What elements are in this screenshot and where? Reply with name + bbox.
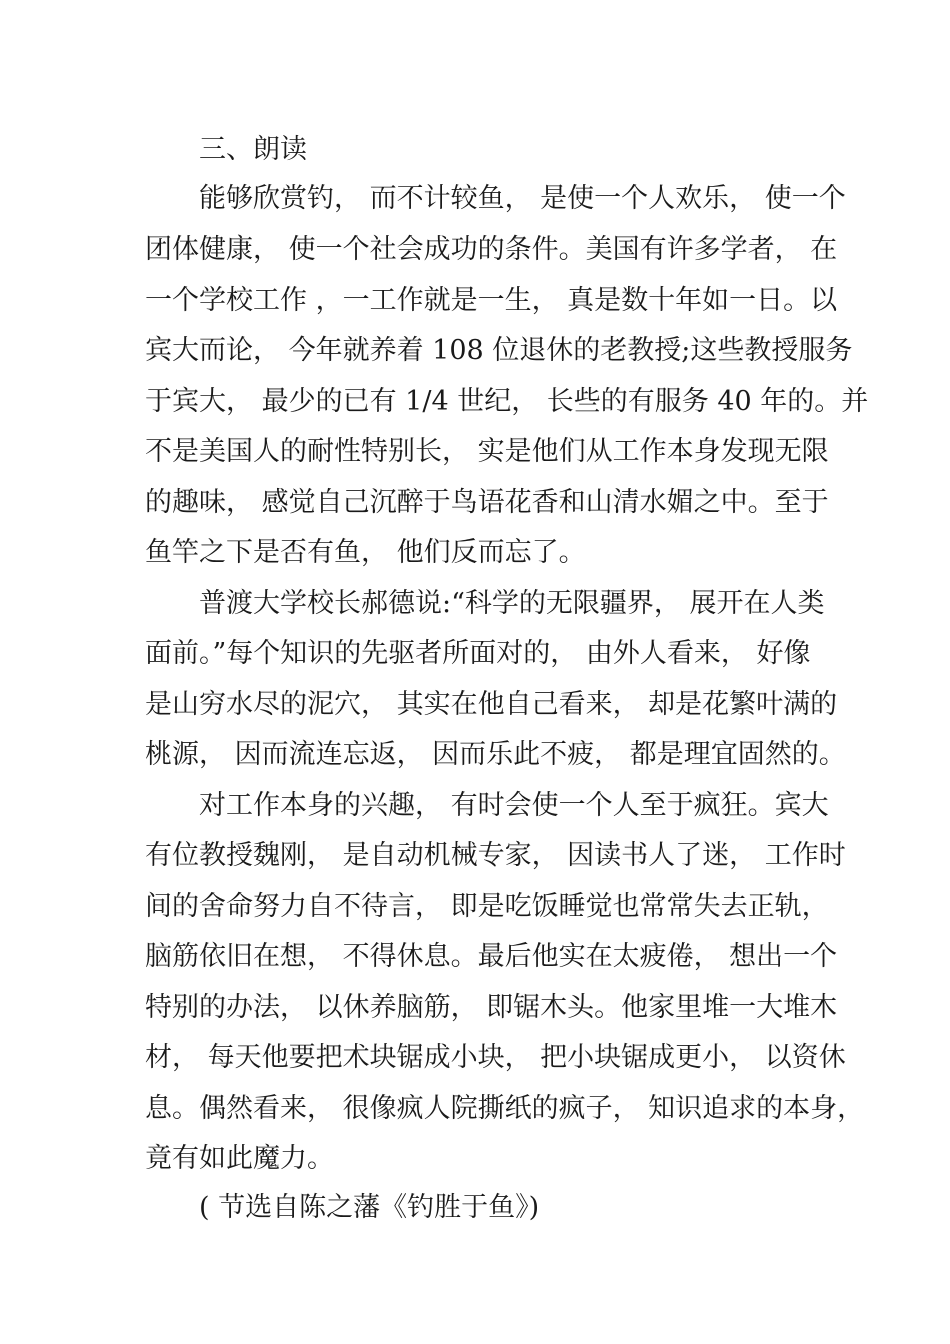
paragraph-line: 面前。”每个知识的先驱者所面对的， 由外人看来， 好像	[145, 638, 811, 669]
paragraph-line: 是山穷水尽的泥穴， 其实在他自己看来， 却是花繁叶满的	[145, 689, 838, 720]
paragraph-line: 一个学校工作 ，一工作就是一生， 真是数十年如一日。以	[145, 285, 838, 316]
paragraph-line: 的趣味， 感觉自己沉醉于鸟语花香和山清水媚之中。至于	[145, 487, 829, 518]
paragraph-line: 特别的办法， 以休养脑筋， 即锯木头。他家里堆一大堆木	[145, 992, 838, 1023]
paragraph-line: 桃源， 因而流连忘返， 因而乐此不疲， 都是理宜固然的。	[145, 739, 846, 770]
paragraph-line: 能够欣赏钓， 而不计较鱼， 是使一个人欢乐， 使一个	[199, 183, 846, 214]
paragraph-line: 对工作本身的兴趣， 有时会使一个人至于疯狂。宾大	[199, 790, 829, 821]
paragraph-line: 间的舍命努力自不待言， 即是吃饭睡觉也常常失去正轨，	[145, 891, 829, 922]
paragraph-line: 鱼竿之下是否有鱼， 他们反而忘了。	[145, 537, 586, 568]
paragraph-line: 脑筋依旧在想， 不得休息。最后他实在太疲倦， 想出一个	[145, 941, 838, 972]
paragraph-line: 不是美国人的耐性特别长， 实是他们从工作本身发现无限	[145, 436, 829, 467]
paragraph-line: 息。偶然看来， 很像疯人院撕纸的疯子， 知识追求的本身，	[145, 1093, 865, 1124]
paragraph-line: 材， 每天他要把术块锯成小块， 把小块锯成更小， 以资休	[145, 1042, 846, 1073]
source-note: ( 节选自陈之藩《钓胜于鱼》)	[199, 1192, 540, 1223]
paragraph-line: 于宾大， 最少的已有 1/4 世纪， 长些的有服务 40 年的。并	[145, 386, 869, 417]
paragraph-line: 竟有如此魔力。	[145, 1143, 334, 1174]
paragraph-line: 有位教授魏刚， 是自动机械专家， 因读书人了迷， 工作时	[145, 840, 846, 871]
paragraph-line: 普渡大学校长郝德说:“科学的无限疆界， 展开在人类	[199, 588, 825, 619]
paragraph-line: 宾大而论， 今年就养着 108 位退休的老教授;这些教授服务	[145, 335, 853, 366]
paragraph-line: 团体健康， 使一个社会成功的条件。美国有许多学者， 在	[145, 234, 838, 265]
section-heading: 三、朗读	[199, 134, 307, 165]
